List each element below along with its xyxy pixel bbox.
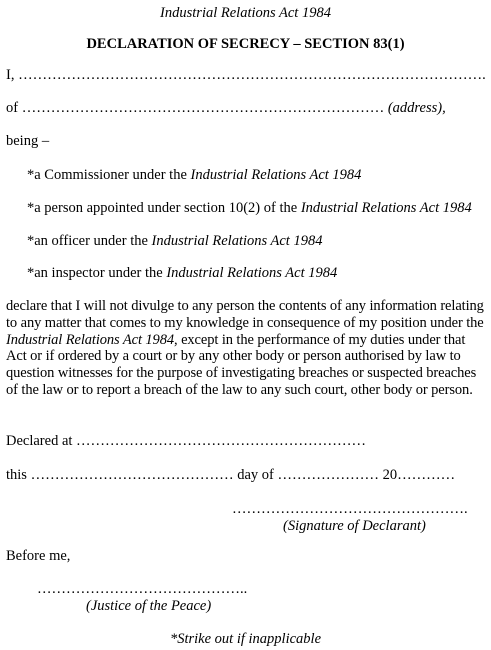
signature-label: (Signature of Declarant)	[283, 518, 426, 534]
justice-dots: ……………………………………..	[37, 581, 248, 597]
declared-at-dots: ……………………………………………………	[76, 433, 367, 449]
year-dots: …………	[397, 467, 456, 483]
declared-at-label: Declared at	[6, 433, 73, 449]
act-header: Industrial Relations Act 1984	[160, 5, 331, 21]
being-label: being –	[6, 133, 50, 149]
this-label: this	[6, 467, 27, 483]
justice-label: (Justice of the Peace)	[86, 598, 212, 614]
option-text: *a person appointed under section 10(2) of the	[27, 200, 301, 216]
name-line	[6, 66, 486, 84]
address-hint: (address),	[387, 100, 446, 116]
date-line	[6, 466, 455, 484]
declaration-text-2: , except in the performance of my duties under that Act or if ordered by a court or by any other body or person authorised by law to question witnesses for the purpose of investigating breaches or suspected breaches of the law or to report a breach of the law to any such court, other body or person.	[6, 331, 477, 398]
name-prefix: I,	[6, 67, 15, 83]
day-of-label: day of	[237, 467, 274, 483]
footnote: *Strike out if inapplicable	[169, 631, 322, 647]
address-line	[6, 99, 446, 117]
declaration-text-1: declare that I will not divulge to any person the contents of any information relating to any matter that comes to my knowledge in consequence of my position under the	[6, 298, 484, 331]
declaration-act: Industrial Relations Act 1984	[6, 331, 175, 348]
option-inspector	[27, 264, 337, 282]
signature-dots: ………………………………………….	[232, 501, 468, 517]
option-text: *an inspector under the	[27, 265, 167, 281]
name-field-dots: …………………………………………………………………………………….	[18, 67, 486, 83]
year-label: 20	[382, 467, 398, 483]
day-dots: …………………	[277, 467, 379, 483]
address-field-dots: …………………………………………………………………	[21, 100, 385, 116]
option-act: Industrial Relations Act 1984	[151, 233, 323, 249]
address-prefix: of	[6, 100, 19, 116]
option-commissioner	[27, 166, 361, 184]
this-dots: ……………………………………	[30, 467, 234, 483]
option-act: Industrial Relations Act 1984	[300, 200, 472, 216]
declared-at-line	[6, 432, 366, 450]
document-title: DECLARATION OF SECRECY – SECTION 83(1)	[86, 36, 405, 52]
declaration-paragraph	[6, 298, 486, 399]
option-officer	[27, 232, 322, 250]
option-act: Industrial Relations Act 1984	[166, 265, 338, 281]
option-text: *an officer under the	[27, 233, 152, 249]
before-me-label: Before me,	[6, 548, 71, 564]
option-text: *a Commissioner under the	[27, 167, 191, 183]
option-appointed-person	[27, 199, 472, 217]
option-act: Industrial Relations Act 1984	[190, 167, 362, 183]
